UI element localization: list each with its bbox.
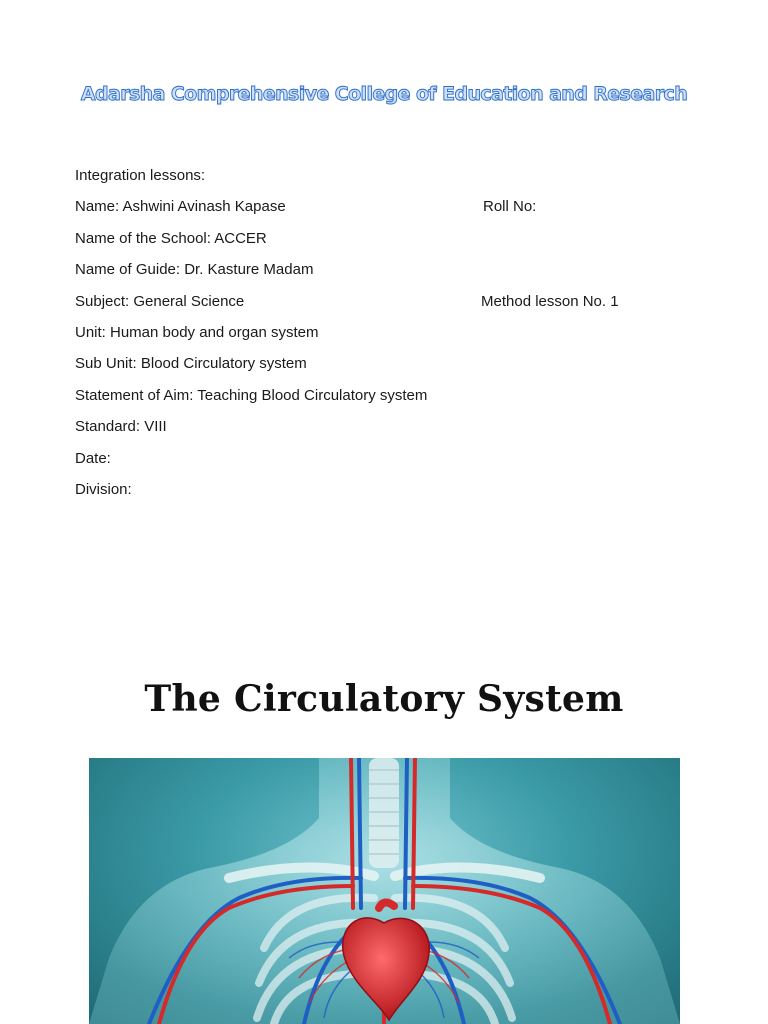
lesson-details (75, 160, 715, 505)
field-division (75, 474, 715, 505)
field-integration (75, 160, 715, 191)
school-label: Name of the School: ACCER (75, 229, 267, 247)
division-label: Division: (75, 480, 132, 498)
aim-label: Statement of Aim: Teaching Blood Circulatory system (75, 386, 428, 404)
field-guide (75, 254, 715, 285)
sub-unit-label: Sub Unit: Blood Circulatory system (75, 355, 307, 373)
body-diagram-icon (89, 758, 680, 1024)
roll-no-label: Roll No: (483, 198, 537, 216)
standard-label: Standard: VIII (75, 418, 167, 436)
field-sub-unit (75, 348, 715, 379)
circulatory-system-illustration (89, 758, 680, 1024)
college-title: Adarsha Comprehensive College of Education and Research (80, 83, 688, 105)
field-subject (75, 286, 715, 317)
unit-label: Unit: Human body and organ system (75, 323, 319, 341)
subject-label: Subject: General Science (75, 292, 245, 310)
field-school (75, 223, 715, 254)
field-date (75, 443, 715, 474)
name-label: Name: Ashwini Avinash Kapase (75, 198, 286, 216)
guide-label: Name of Guide: Dr. Kasture Madam (75, 261, 314, 279)
section-title: The Circulatory System (144, 678, 624, 720)
field-aim (75, 380, 715, 411)
integration-label: Integration lessons: (75, 167, 206, 184)
method-lesson-label: Method lesson No. 1 (481, 292, 619, 310)
field-name (75, 191, 715, 222)
field-unit (75, 317, 715, 348)
field-standard (75, 411, 715, 442)
date-label: Date: (75, 449, 111, 467)
